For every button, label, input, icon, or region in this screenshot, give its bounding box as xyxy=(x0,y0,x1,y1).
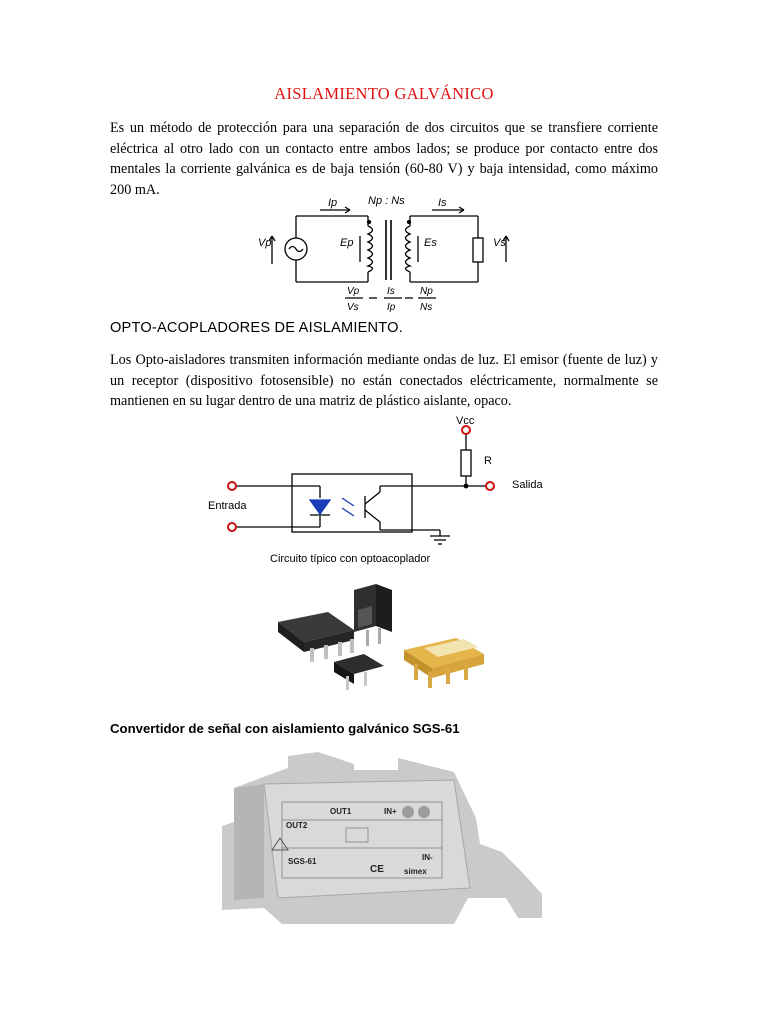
out2-label: OUT2 xyxy=(286,821,308,830)
formula-vp: Vp xyxy=(347,286,360,297)
in-plus-label: IN+ xyxy=(384,807,397,816)
converter-caption: Convertidor de señal con aislamiento galvánico SGS-61 xyxy=(110,721,460,736)
entrada-label: Entrada xyxy=(208,500,247,512)
es-label: Es xyxy=(424,237,437,249)
out1-label: OUT1 xyxy=(330,807,352,816)
transformer-diagram xyxy=(250,190,520,320)
formula-ns: Ns xyxy=(420,302,433,313)
salida-label: Salida xyxy=(512,479,543,491)
brand-label: simex xyxy=(404,867,427,876)
ce-mark: CE xyxy=(370,864,384,875)
vcc-label: Vcc xyxy=(456,415,475,427)
formula-vs: Vs xyxy=(347,302,359,313)
model-label: SGS-61 xyxy=(288,857,317,866)
circuit-caption: Circuito típico con optoacoplador xyxy=(270,553,431,565)
opto-paragraph: Los Opto-aisladores transmiten información mediante ondas de luz. El emisor (fuente de luz) y un receptor (dispositivo fotosensible) no están conectados eléctricamente, normalmente se mantienen en su lugar dentro de una matriz de plástico aislante, opaco. xyxy=(110,352,658,410)
vs-label: Vs xyxy=(493,237,506,249)
formula-ip: Ip xyxy=(387,302,396,313)
intro-paragraph: Es un método de protección para una separación de dos circuitos que se transfiere corriente eléctrica al otro lado con un contacto entre ambos lados; se produce por contacto entre dos mentales la corriente galvánica es de baja tensión (60-80 V) y baja intensidad, como máximo 200 mA. xyxy=(110,120,658,198)
ip-label: Ip xyxy=(328,197,338,209)
vp-label: Vp xyxy=(258,237,272,249)
optocoupler-components-photo xyxy=(274,580,504,700)
section-heading: OPTO-ACOPLADORES DE AISLAMIENTO. xyxy=(110,320,403,336)
page-title: AISLAMIENTO GALVÁNICO xyxy=(274,84,494,103)
turns-ratio-label: Np : Ns xyxy=(368,195,405,207)
resistor-label: R xyxy=(484,455,492,467)
formula-np: Np xyxy=(420,286,433,297)
in-minus-label: IN- xyxy=(422,853,433,862)
formula-is: Is xyxy=(387,286,395,297)
ep-label: Ep xyxy=(340,237,354,249)
is-label: Is xyxy=(438,197,447,209)
sgs61-device-photo xyxy=(218,748,548,924)
optocoupler-circuit xyxy=(200,412,543,572)
